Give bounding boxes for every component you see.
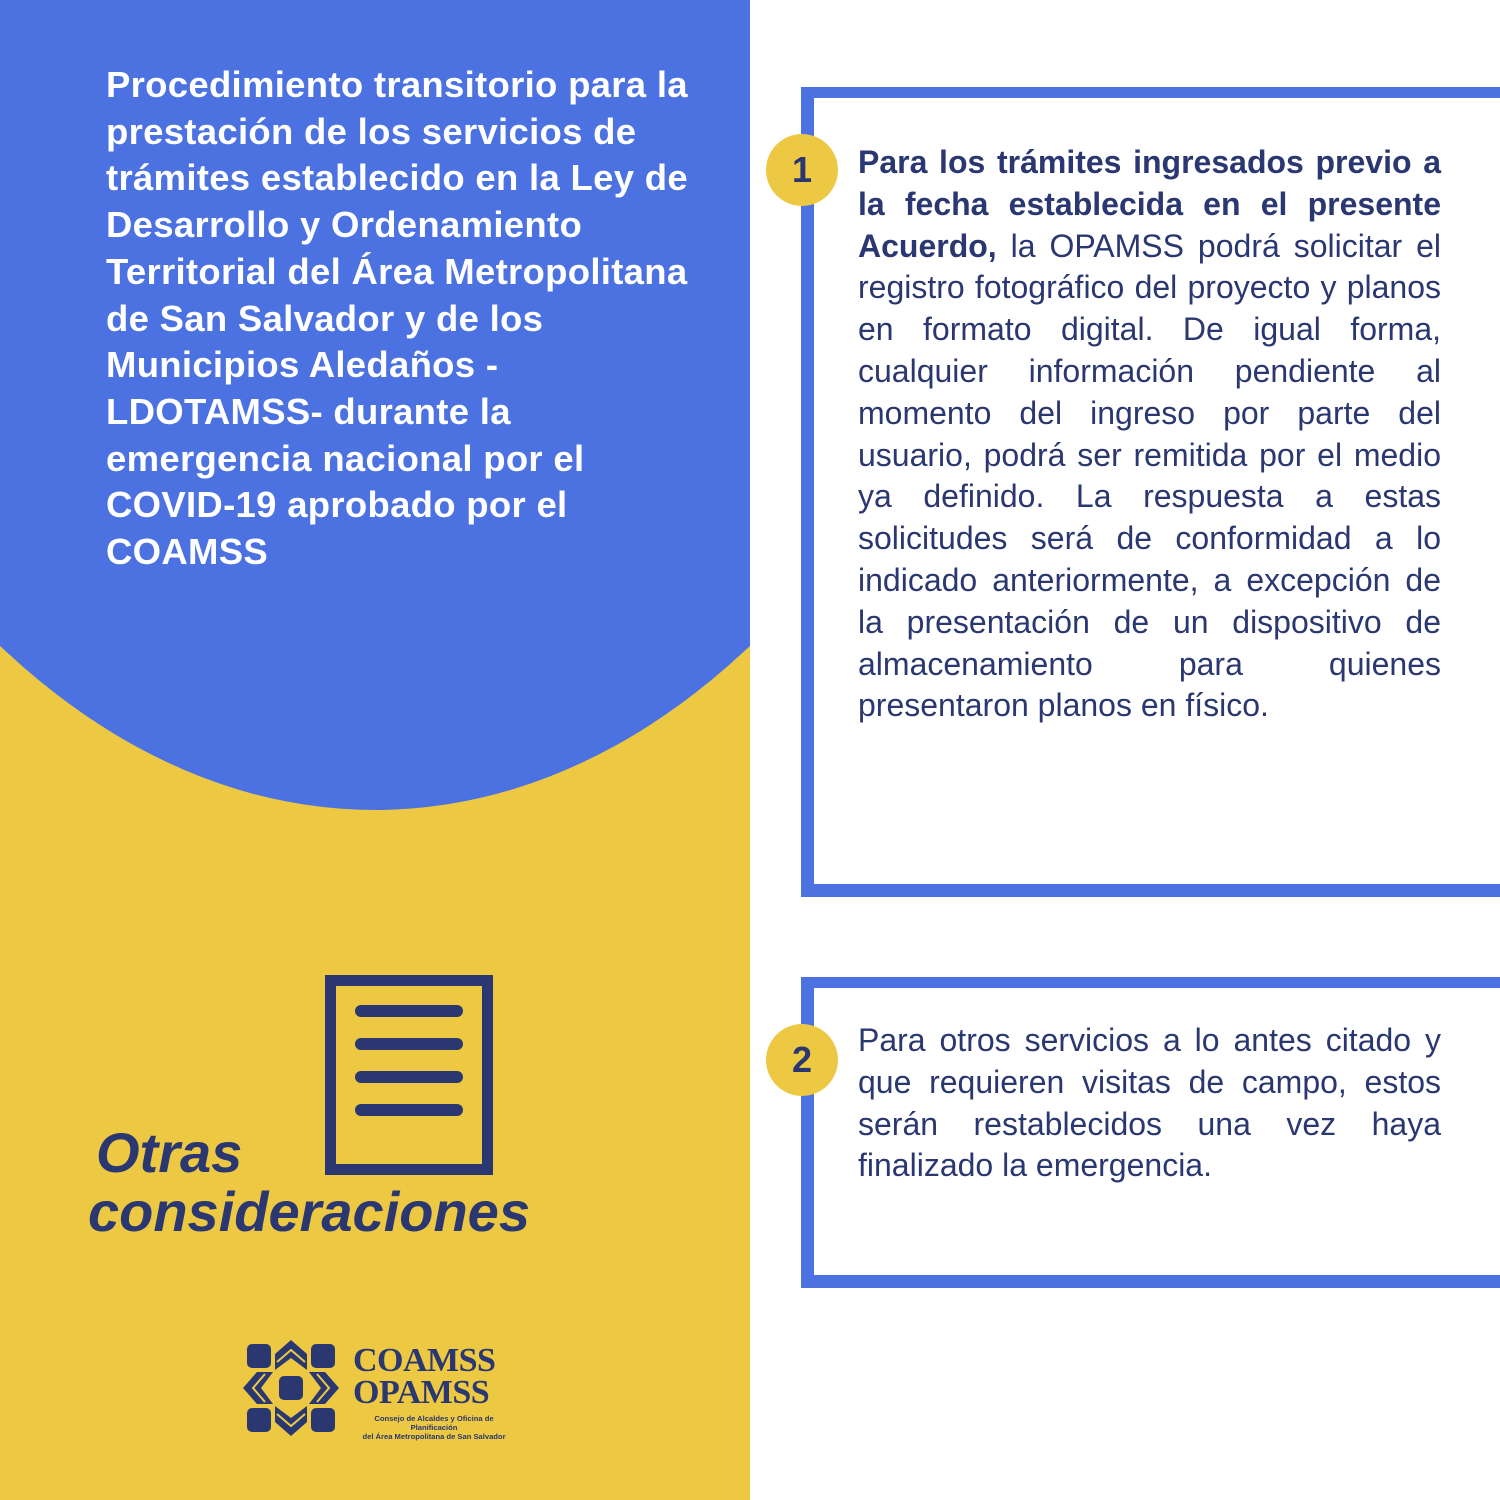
section-title-line-2: consideraciones xyxy=(88,1180,530,1243)
section-title xyxy=(88,1123,530,1241)
logo-tagline-line-1: Consejo de Alcaldes y Oficina de Planificación xyxy=(374,1414,494,1432)
section-title-line-1: Otras xyxy=(96,1121,243,1184)
logo-tagline-line-2: del Área Metropolitana de San Salvador xyxy=(362,1432,506,1441)
coamss-opamss-logo xyxy=(243,1340,523,1440)
item-text-1 xyxy=(858,142,1441,727)
item-body-text-2: Para otros servicios a lo antes citado y que requieren visitas de campo, estos serán restablecidos una vez haya finalizado la emergencia. xyxy=(858,1022,1441,1184)
item-text-2 xyxy=(858,1020,1441,1187)
item-body-text-1: la OPAMSS podrá solicitar el registro fotográfico del proyecto y planos en formato digital. De igual forma, cualquier información pendiente al momento del ingreso por parte del usuario, podrá ser remitida por el medio ya definido. La respuesta a estas solicitudes será de conformidad a lo indicado anteriormente, a excepción de la presentación de un dispositivo de almacenamiento para quienes presentaron planos en físico. xyxy=(858,227,1441,724)
item-bold-text-1: Para los trámites ingresados previo a la fecha establecida en el presente Acuerdo, xyxy=(858,144,1441,264)
item-number-badge-1: 1 xyxy=(766,134,838,206)
item-number-badge-2: 2 xyxy=(766,1024,838,1096)
logo-tagline xyxy=(354,1414,514,1441)
page-heading: Procedimiento transitorio para la prestación de los servicios de trámites establecido en la Ley de Desarrollo y Ordenamiento Territorial del Área Metropolitana de San Salvador y de los Municipios Aledaños -LDOTAMSS- durante la emergencia nacional por el COVID-19 aprobado por el COAMSS xyxy=(106,64,688,573)
coamss-logo-icon xyxy=(243,1340,339,1436)
logo-name-coamss: COAMSS xyxy=(353,1342,496,1379)
logo-name-opamss: OPAMSS xyxy=(353,1374,490,1411)
